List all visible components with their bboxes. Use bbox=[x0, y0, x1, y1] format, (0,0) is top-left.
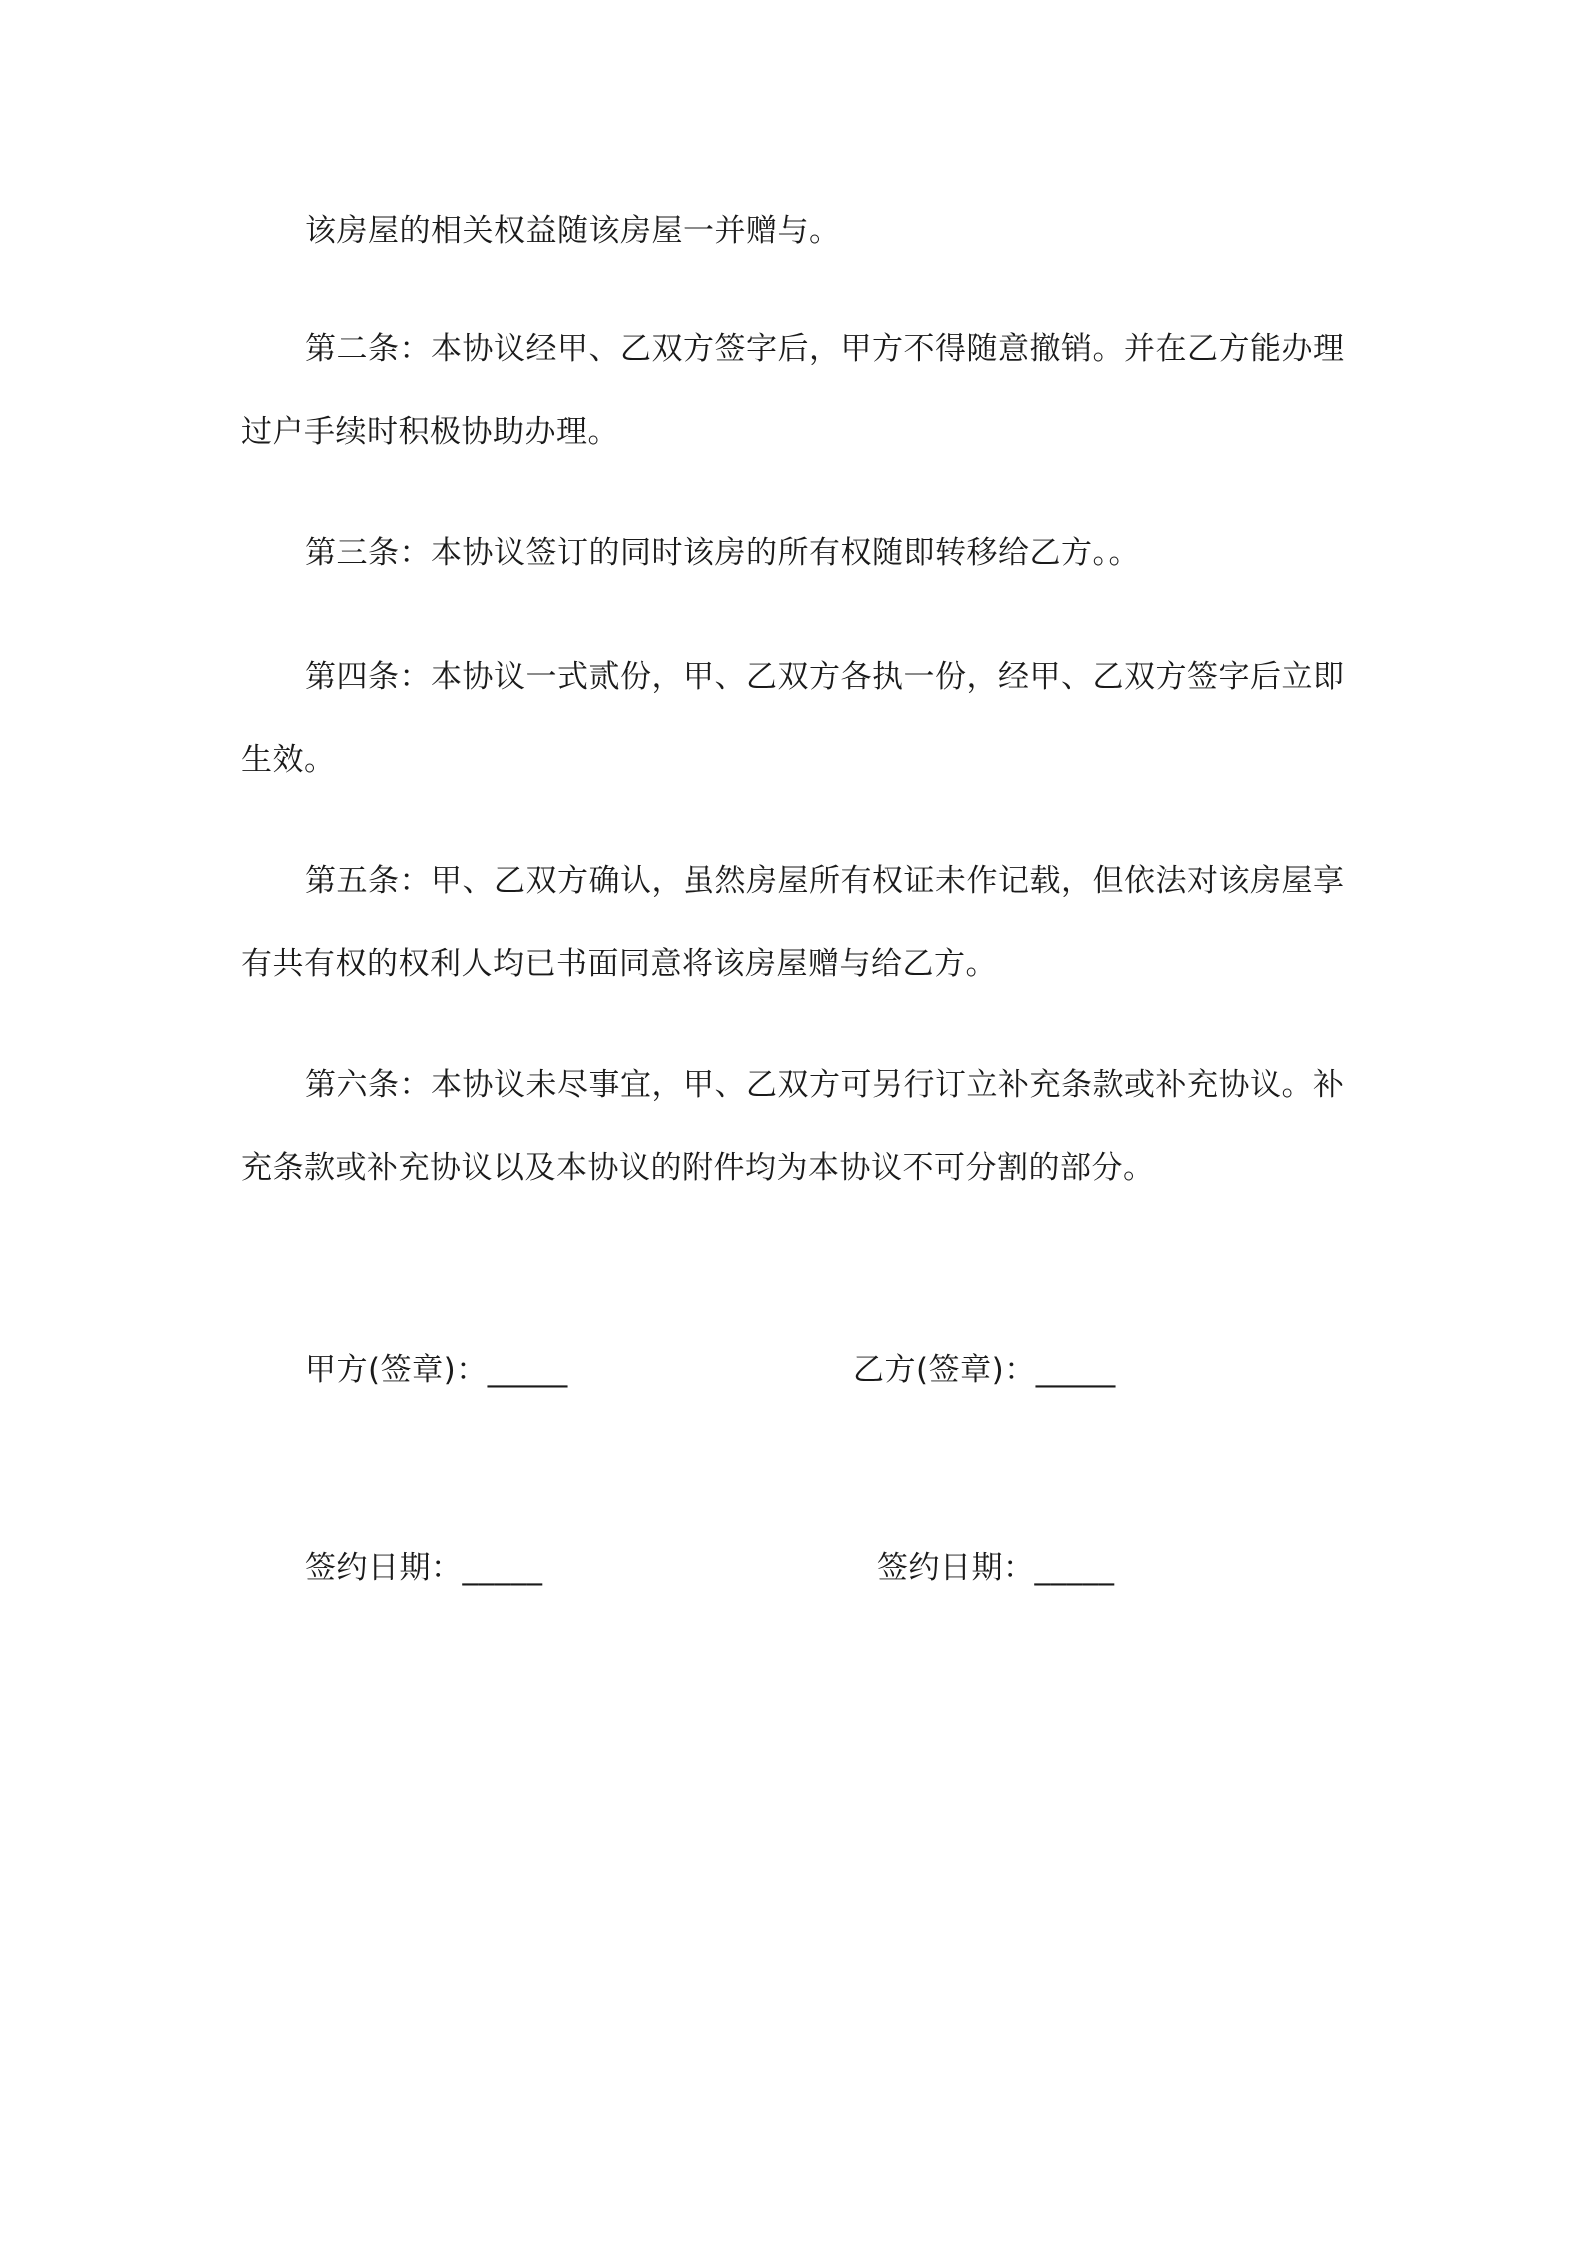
paragraph-article-5: 第五条：甲、乙双方确认，虽然房屋所有权证未作记载，但依法对该房屋享有共有权的权利人均已书面同意将该房屋赠与给乙方。 bbox=[241, 863, 1345, 982]
party-b-date-line: 签约日期：_____ bbox=[877, 1550, 1115, 1586]
paragraph-article-3: 第三条：本协议签订的同时该房的所有权随即转移给乙方。。 bbox=[305, 535, 1140, 571]
paragraph-house-rights: 该房屋的相关权益随该房屋一并赠与。 bbox=[305, 213, 841, 249]
party-a-date-line: 签约日期：_____ bbox=[305, 1550, 543, 1586]
party-b-signature-line: 乙方(签章)：_____ bbox=[853, 1352, 1116, 1388]
paragraph-article-4: 第四条：本协议一式贰份，甲、乙双方各执一份，经甲、乙双方签字后立即生效。 bbox=[241, 659, 1345, 778]
paragraph-article-2: 第二条：本协议经甲、乙双方签字后，甲方不得随意撤销。并在乙方能办理过户手续时积极协助办理。 bbox=[241, 331, 1345, 450]
party-a-signature-line: 甲方(签章)：_____ bbox=[305, 1352, 568, 1388]
paragraph-article-6: 第六条：本协议未尽事宜，甲、乙双方可另行订立补充条款或补充协议。补充条款或补充协议以及本协议的附件均为本协议不可分割的部分。 bbox=[241, 1067, 1345, 1186]
